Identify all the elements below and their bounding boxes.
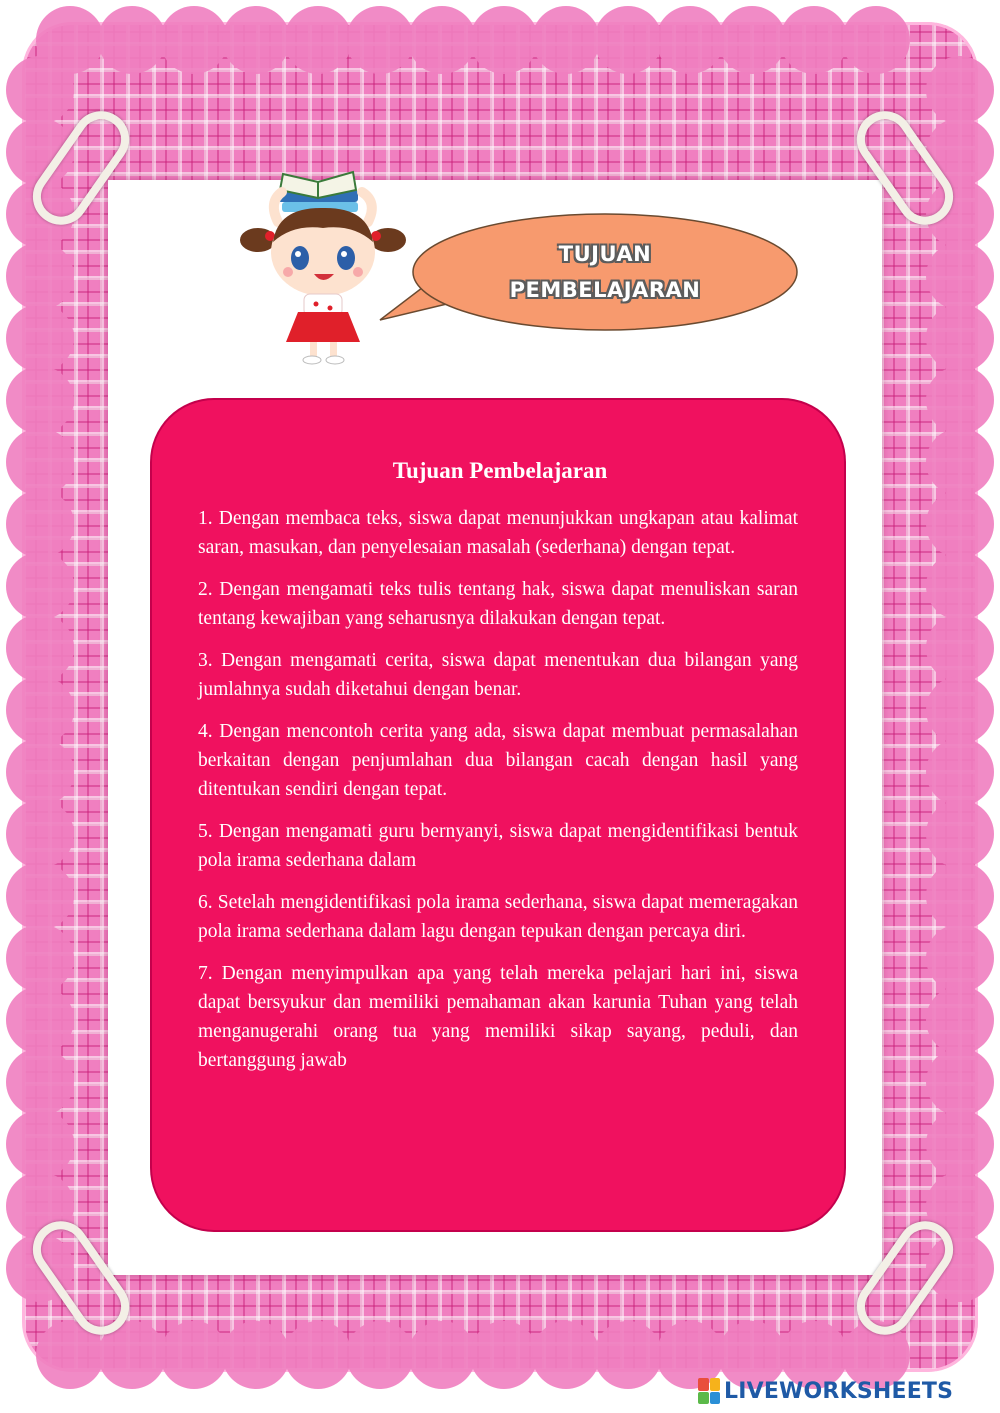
liveworksheets-logo-icon (698, 1378, 720, 1404)
goal-item-3: 3. Dengan mengamati cerita, siswa dapat menentukan dua bilangan yang jumlahnya sudah diketahui dengan benar. (198, 650, 798, 700)
goals-title: Tujuan Pembelajaran (392, 458, 608, 483)
goal-item-1: 1. Dengan membaca teks, siswa dapat menunjukkan ungkapan atau kalimat saran, masukan, dan penyelesaian masalah (sederhana) dengan tepat. (198, 508, 798, 558)
goal-item-4: 4. Dengan mencontoh cerita yang ada, siswa dapat membuat permasalahan berkaitan dengan penjumlahan dua bilangan cacah dengan hasil yang ditentukan sendiri dengan tepat. (198, 721, 798, 800)
goal-item-5: 5. Dengan mengamati guru bernyanyi, siswa dapat mengidentifikasi bentuk pola irama sederhana dalam (198, 821, 798, 871)
goal-item-2: 2. Dengan mengamati teks tulis tentang hak, siswa dapat menuliskan saran tentang kewajiban yang seharusnya dilakukan dengan tepat. (198, 579, 798, 629)
watermark-text: LIVEWORKSHEETS (724, 1378, 954, 1404)
goal-item-7: 7. Dengan menyimpulkan apa yang telah mereka pelajari hari ini, siswa dapat bersyukur dan memiliki pemahaman akan karunia Tuhan yang telah menganugerahi orang tua yang memiliki sikap sayang, peduli, dan bertanggung jawab (198, 963, 798, 1071)
bubble-heading-line2: PEMBELAJARAN (509, 278, 701, 302)
liveworksheets-watermark (698, 1376, 953, 1406)
bubble-heading (410, 222, 800, 322)
goal-item-6: 6. Setelah mengidentifikasi pola irama sederhana, siswa dapat memeragakan pola irama sederhana dalam lagu dengan tepukan dengan percaya diri. (198, 892, 798, 942)
goals-list (198, 504, 798, 1088)
bubble-heading-line1: TUJUAN (558, 242, 652, 266)
